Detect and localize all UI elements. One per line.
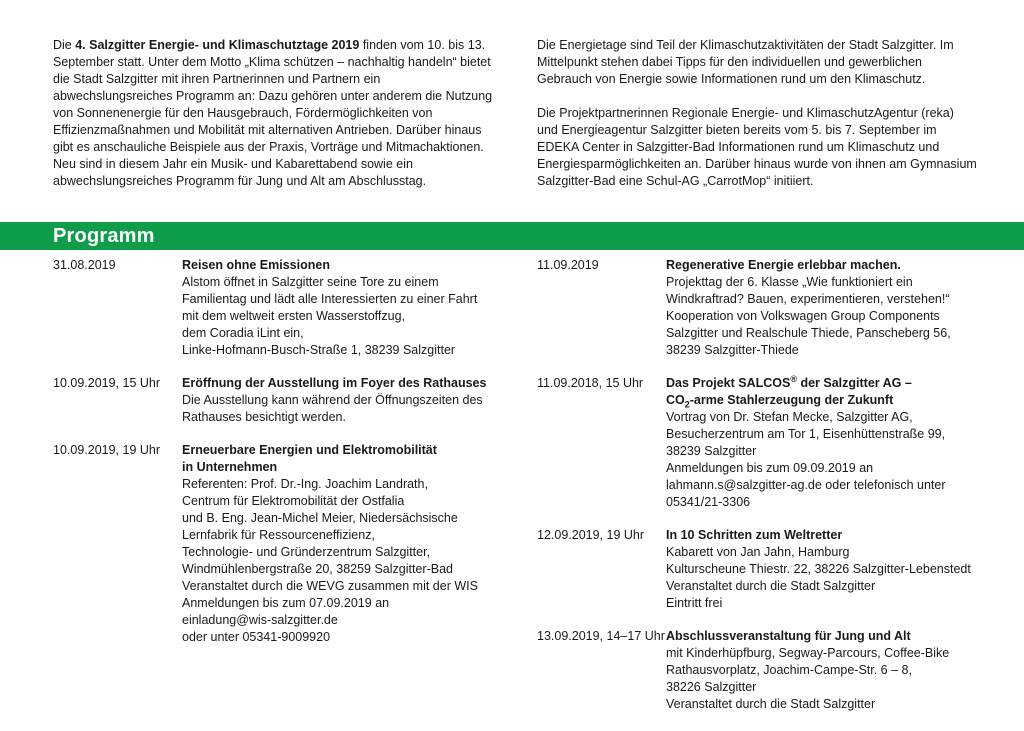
event-line: Referenten: Prof. Dr.-Ing. Joachim Landrath, (182, 477, 428, 491)
event-line: Kabarett von Jan Jahn, Hamburg (666, 545, 850, 559)
intro-pre: Die (53, 38, 76, 52)
event-date: 11.09.2018, 15 Uhr (537, 376, 644, 390)
event-line: Linke-Hofmann-Busch-Straße 1, 38239 Salzgitter (182, 343, 456, 357)
event-line: Lernfabrik für Ressourceneffizienz, (182, 528, 375, 542)
program-event (53, 442, 523, 646)
event-body (666, 257, 1007, 359)
intro-right-column (537, 37, 977, 190)
intro-paragraph (53, 37, 493, 190)
event-line: oder unter 05341-9009920 (182, 630, 331, 644)
event-title: Eröffnung der Ausstellung im Foyer des Rathauses (182, 376, 487, 390)
event-line: Rathauses besichtigt werden. (182, 410, 346, 424)
event-body (182, 442, 523, 646)
event-line: Veranstaltet durch die Stadt Salzgitter (666, 579, 876, 593)
event-line: Alstom öffnet in Salzgitter seine Tore zu einem (182, 275, 439, 289)
title-text: Das Projekt SALCOS (666, 376, 791, 390)
event-line: Eintritt frei (666, 596, 723, 610)
event-date: 10.09.2019, 15 Uhr (53, 376, 161, 390)
event-line: Vortrag von Dr. Stefan Mecke, Salzgitter AG, (666, 410, 913, 424)
event-line: Technologie- und Gründerzentrum Salzgitter, (182, 545, 431, 559)
registered-mark: ® (790, 373, 797, 384)
event-line: Windkraftrad? Bauen, experimentieren, verstehen!“ (666, 292, 950, 306)
intro-post: finden vom 10. bis 13. September statt. Unter dem Motto „Klima schützen – nachhaltig handeln“ bietet die Stadt Salzgitter mit ihren Partnerinnen und Partnern ein abwechslungsreiches Programm an: Dazu gehören unter anderem die Nutzung von Sonnenenergie für den Hausgebrauch, Fördermöglichkeiten von Effizienzmaßnahmen und Mobilität mit alternativen Antrieben. Darüber hinaus gibt es anschauliche Beispiele aus der Praxis, Vorträge und Mitmachaktionen. Neu sind in diesem Jahr ein Musik- und Kabarettabend sowie ein abwechslungsreiches Programm für Jung und Alt am Abschlusstag. (53, 38, 493, 188)
event-line: Die Ausstellung kann während der Öffnungszeiten des (182, 393, 483, 407)
event-title: Reisen ohne Emissionen (182, 258, 330, 272)
event-line: 05341/21-3306 (666, 495, 751, 509)
intro-event-name: 4. Salzgitter Energie- und Klimaschutztage 2019 (75, 38, 360, 52)
program-event (537, 375, 1007, 511)
event-title: Erneuerbare Energien und Elektromobilität (182, 443, 437, 457)
event-body (182, 375, 523, 426)
event-line: Rathausvorplatz, Joachim-Campe-Str. 6 – 8, (666, 663, 912, 677)
event-title: Abschlussveranstaltung für Jung und Alt (666, 629, 911, 643)
event-line: Besucherzentrum am Tor 1, Eisenhüttenstraße 99, (666, 427, 946, 441)
event-line: Kulturscheune Thiestr. 22, 38226 Salzgitter-Lebenstedt (666, 562, 971, 576)
program-event (537, 257, 1007, 359)
event-title: in Unternehmen (182, 460, 278, 474)
intro-right-paragraph-1: Die Energietage sind Teil der Klimaschutzaktivitäten der Stadt Salzgitter. Im Mittelpunkt stehen dabei Tipps für den individuellen und gewerblichen Gebrauch von Energie sowie Informationen rund um den Klimaschutz. (537, 38, 954, 86)
event-date: 10.09.2019, 19 Uhr (53, 443, 161, 457)
event-body (666, 628, 1007, 713)
event-title: In 10 Schritten zum Weltretter (666, 528, 843, 542)
title-text: -arme Stahlerzeugung der Zukunft (689, 393, 894, 407)
event-line: Projekttag der 6. Klasse „Wie funktioniert ein (666, 275, 913, 289)
title-text: CO (666, 393, 685, 407)
event-date: 13.09.2019, 14–17 Uhr (537, 629, 665, 643)
intro-left-column (53, 37, 493, 190)
event-line: Anmeldungen bis zum 09.09.2019 an (666, 461, 874, 475)
event-line: Familientag und lädt alle Interessierten zu einer Fahrt (182, 292, 478, 306)
event-title (666, 392, 1007, 409)
event-date: 11.09.2019 (537, 258, 599, 272)
event-line: Anmeldungen bis zum 07.09.2019 an (182, 596, 390, 610)
event-title (666, 375, 1007, 392)
event-line: Veranstaltet durch die Stadt Salzgitter (666, 697, 876, 711)
event-line: 38239 Salzgitter-Thiede (666, 343, 799, 357)
program-event (537, 527, 1007, 612)
event-line: Centrum für Elektromobilität der Ostfalia (182, 494, 405, 508)
programm-header-band (0, 222, 1024, 250)
event-date: 31.08.2019 (53, 258, 116, 272)
event-line: Windmühlenbergstraße 20, 38259 Salzgitter-Bad (182, 562, 453, 576)
event-line: mit dem weltweit ersten Wasserstoffzug, (182, 309, 405, 323)
subscript: 2 (684, 399, 690, 410)
event-title: Regenerative Energie erlebbar machen. (666, 258, 901, 272)
event-line: und B. Eng. Jean-Michel Meier, Niedersächsische (182, 511, 458, 525)
event-date: 12.09.2019, 19 Uhr (537, 528, 645, 542)
email-link[interactable]: lahmann.s@salzgitter-ag.de oder telefonisch unter (666, 478, 946, 492)
event-body (182, 257, 523, 359)
event-line: 38239 Salzgitter (666, 444, 757, 458)
program-event (53, 257, 523, 359)
section-title: Programm (53, 225, 155, 247)
program-column-right (537, 257, 1007, 729)
event-line: mit Kinderhüpfburg, Segway-Parcours, Coffee-Bike (666, 646, 950, 660)
event-line: Kooperation von Volkswagen Group Components (666, 309, 940, 323)
event-body (666, 527, 1007, 612)
event-line: Veranstaltet durch die WEVG zusammen mit der WIS (182, 579, 478, 593)
event-body (666, 375, 1007, 511)
event-line: dem Coradia iLint ein, (182, 326, 304, 340)
program-column-left (53, 257, 523, 662)
program-event (537, 628, 1007, 713)
title-text: der Salzgitter AG – (796, 376, 912, 390)
event-line: Salzgitter und Realschule Thiede, Panscheberg 56, (666, 326, 951, 340)
event-line: 38226 Salzgitter (666, 680, 757, 694)
intro-right-paragraph-2: Die Projektpartnerinnen Regionale Energie- und KlimaschutzAgentur (reka) und Energieagentur Salzgitter bieten bereits vom 5. bis 7. September im EDEKA Center in Salzgitter-Bad Informationen rund um Klimaschutz und Energiesparmöglichkeiten an. Darüber hinaus wurde von ihnen am Gymnasium Salzgitter-Bad eine Schul-AG „CarrotMop“ initiiert. (537, 106, 977, 188)
email-link[interactable]: einladung@wis-salzgitter.de (182, 613, 338, 627)
program-event (53, 375, 523, 426)
